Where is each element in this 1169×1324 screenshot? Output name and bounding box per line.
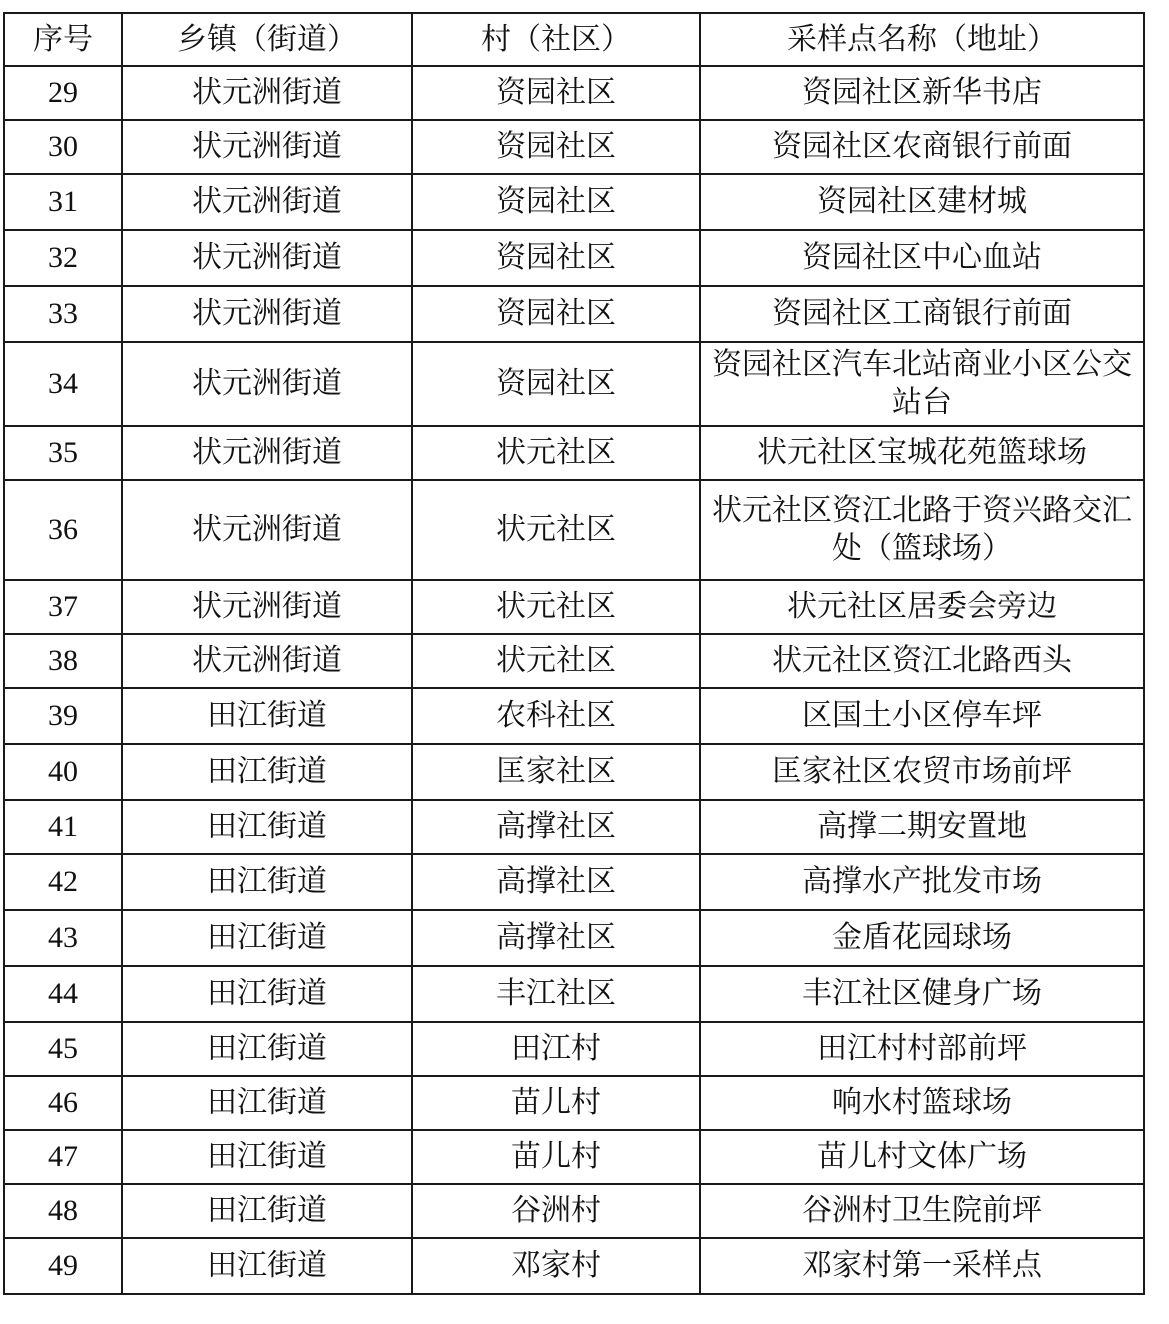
table-row xyxy=(4,688,1144,744)
cell-town: 田江街道 xyxy=(122,910,412,966)
sampling-sites-table xyxy=(3,12,1145,1295)
cell-village: 资园社区 xyxy=(412,286,700,342)
table-row xyxy=(4,854,1144,910)
cell-town: 田江街道 xyxy=(122,854,412,910)
cell-no: 49 xyxy=(4,1238,122,1294)
cell-site: 邓家村第一采样点 xyxy=(700,1238,1144,1294)
cell-village: 资园社区 xyxy=(412,342,700,426)
cell-village: 邓家村 xyxy=(412,1238,700,1294)
table-row xyxy=(4,230,1144,286)
cell-village: 状元社区 xyxy=(412,426,700,480)
cell-no: 40 xyxy=(4,744,122,800)
cell-site: 区国土小区停车坪 xyxy=(700,688,1144,744)
cell-town: 田江街道 xyxy=(122,1076,412,1130)
cell-town: 状元洲街道 xyxy=(122,426,412,480)
cell-no: 35 xyxy=(4,426,122,480)
cell-town: 田江街道 xyxy=(122,800,412,854)
table-row xyxy=(4,480,1144,580)
cell-village: 丰江社区 xyxy=(412,966,700,1022)
cell-site: 资园社区农商银行前面 xyxy=(700,120,1144,174)
cell-site: 高撑水产批发市场 xyxy=(700,854,1144,910)
cell-no: 30 xyxy=(4,120,122,174)
cell-no: 32 xyxy=(4,230,122,286)
cell-no: 47 xyxy=(4,1130,122,1184)
cell-site: 资园社区汽车北站商业小区公交站台 xyxy=(700,342,1144,426)
cell-town: 状元洲街道 xyxy=(122,174,412,230)
cell-site: 资园社区中心血站 xyxy=(700,230,1144,286)
cell-no: 48 xyxy=(4,1184,122,1238)
cell-town: 状元洲街道 xyxy=(122,342,412,426)
cell-town: 田江街道 xyxy=(122,966,412,1022)
cell-town: 状元洲街道 xyxy=(122,66,412,120)
cell-no: 41 xyxy=(4,800,122,854)
header-no: 序号 xyxy=(4,13,122,66)
cell-no: 43 xyxy=(4,910,122,966)
cell-no: 44 xyxy=(4,966,122,1022)
cell-village: 资园社区 xyxy=(412,174,700,230)
cell-town: 状元洲街道 xyxy=(122,286,412,342)
cell-village: 谷洲村 xyxy=(412,1184,700,1238)
table-row xyxy=(4,1238,1144,1294)
cell-village: 资园社区 xyxy=(412,120,700,174)
cell-village: 苗儿村 xyxy=(412,1130,700,1184)
cell-no: 42 xyxy=(4,854,122,910)
cell-village: 田江村 xyxy=(412,1022,700,1076)
cell-site: 谷洲村卫生院前坪 xyxy=(700,1184,1144,1238)
table-row xyxy=(4,800,1144,854)
cell-village: 状元社区 xyxy=(412,580,700,634)
table-row xyxy=(4,174,1144,230)
cell-town: 状元洲街道 xyxy=(122,120,412,174)
cell-no: 33 xyxy=(4,286,122,342)
cell-no: 36 xyxy=(4,480,122,580)
cell-town: 田江街道 xyxy=(122,1238,412,1294)
cell-town: 田江街道 xyxy=(122,688,412,744)
cell-village: 资园社区 xyxy=(412,66,700,120)
cell-site: 状元社区资江北路西头 xyxy=(700,634,1144,688)
cell-no: 45 xyxy=(4,1022,122,1076)
cell-village: 状元社区 xyxy=(412,634,700,688)
cell-no: 46 xyxy=(4,1076,122,1130)
table-row xyxy=(4,1022,1144,1076)
cell-village: 农科社区 xyxy=(412,688,700,744)
header-town: 乡镇（街道） xyxy=(122,13,412,66)
cell-village: 苗儿村 xyxy=(412,1076,700,1130)
cell-site: 金盾花园球场 xyxy=(700,910,1144,966)
header-row xyxy=(4,13,1144,66)
cell-no: 31 xyxy=(4,174,122,230)
cell-town: 状元洲街道 xyxy=(122,480,412,580)
table-row xyxy=(4,744,1144,800)
table-row xyxy=(4,426,1144,480)
table-row xyxy=(4,1184,1144,1238)
header-site: 采样点名称（地址） xyxy=(700,13,1144,66)
cell-no: 34 xyxy=(4,342,122,426)
table-header xyxy=(4,13,1144,66)
cell-town: 状元洲街道 xyxy=(122,230,412,286)
table-row xyxy=(4,120,1144,174)
cell-site: 状元社区资江北路于资兴路交汇处（篮球场） xyxy=(700,480,1144,580)
table-row xyxy=(4,342,1144,426)
table-row xyxy=(4,634,1144,688)
cell-village: 高撑社区 xyxy=(412,854,700,910)
header-village: 村（社区） xyxy=(412,13,700,66)
cell-village: 状元社区 xyxy=(412,480,700,580)
cell-site: 资园社区建材城 xyxy=(700,174,1144,230)
table-row xyxy=(4,1130,1144,1184)
cell-town: 状元洲街道 xyxy=(122,580,412,634)
cell-village: 资园社区 xyxy=(412,230,700,286)
cell-site: 匡家社区农贸市场前坪 xyxy=(700,744,1144,800)
cell-town: 田江街道 xyxy=(122,1130,412,1184)
table-row xyxy=(4,910,1144,966)
table-row xyxy=(4,286,1144,342)
table-row xyxy=(4,66,1144,120)
cell-town: 状元洲街道 xyxy=(122,634,412,688)
cell-site: 高撑二期安置地 xyxy=(700,800,1144,854)
cell-site: 苗儿村文体广场 xyxy=(700,1130,1144,1184)
cell-site: 资园社区新华书店 xyxy=(700,66,1144,120)
cell-village: 高撑社区 xyxy=(412,910,700,966)
cell-town: 田江街道 xyxy=(122,744,412,800)
cell-site: 状元社区居委会旁边 xyxy=(700,580,1144,634)
cell-site: 响水村篮球场 xyxy=(700,1076,1144,1130)
cell-no: 29 xyxy=(4,66,122,120)
cell-site: 资园社区工商银行前面 xyxy=(700,286,1144,342)
cell-town: 田江街道 xyxy=(122,1184,412,1238)
cell-site: 状元社区宝城花苑篮球场 xyxy=(700,426,1144,480)
cell-no: 37 xyxy=(4,580,122,634)
cell-no: 38 xyxy=(4,634,122,688)
table-body xyxy=(4,66,1144,1294)
cell-no: 39 xyxy=(4,688,122,744)
table-row xyxy=(4,1076,1144,1130)
cell-town: 田江街道 xyxy=(122,1022,412,1076)
table-row xyxy=(4,966,1144,1022)
cell-village: 匡家社区 xyxy=(412,744,700,800)
table-row xyxy=(4,580,1144,634)
cell-village: 高撑社区 xyxy=(412,800,700,854)
cell-site: 田江村村部前坪 xyxy=(700,1022,1144,1076)
cell-site: 丰江社区健身广场 xyxy=(700,966,1144,1022)
